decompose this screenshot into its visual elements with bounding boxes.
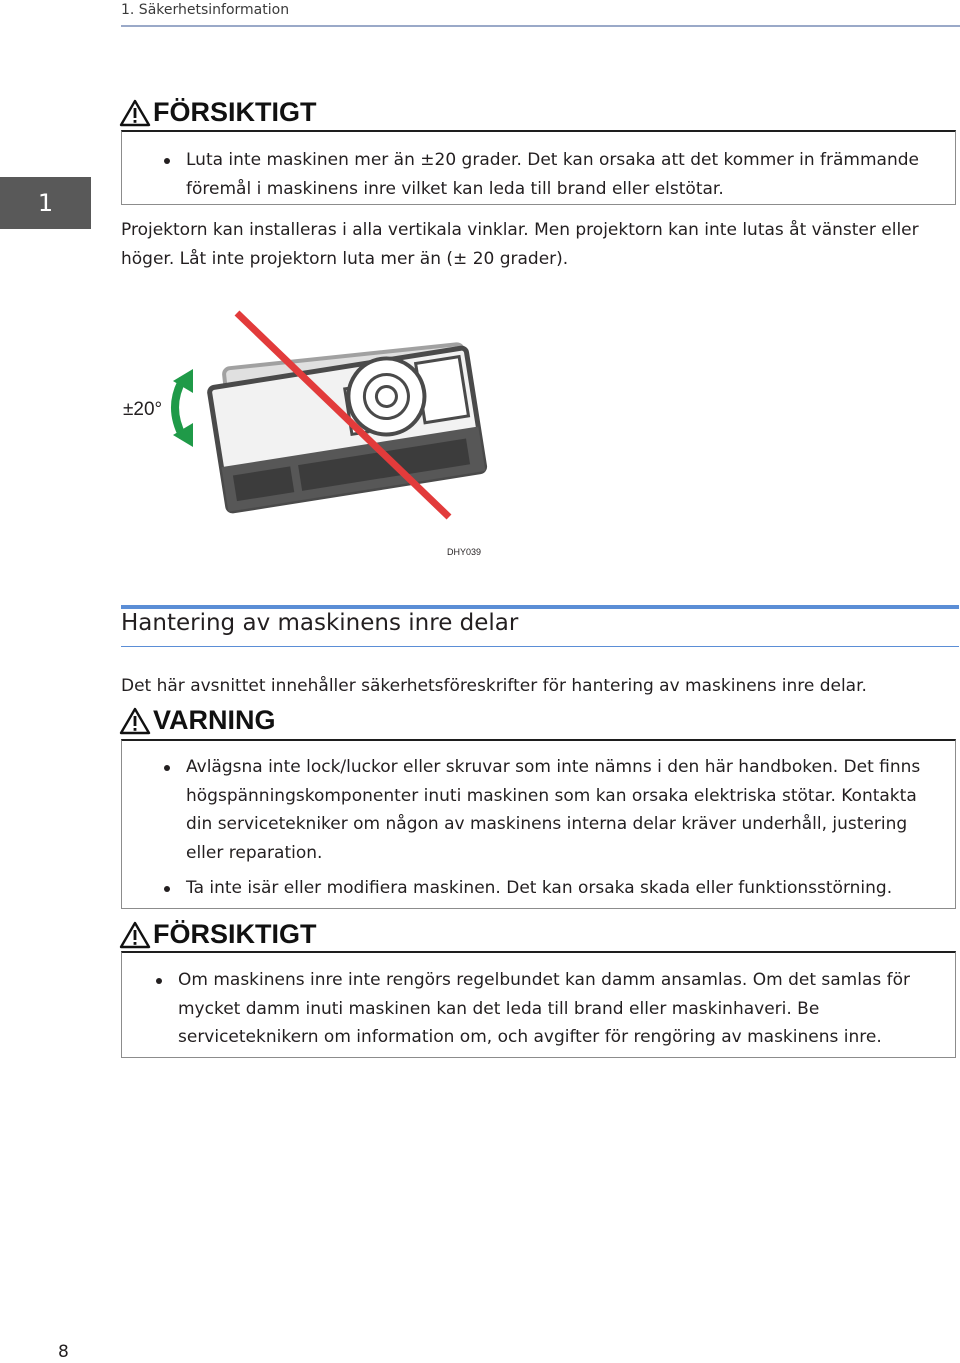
warning-item: Avlägsna inte lock/luckor eller skruvar som inte nämns i den här handboken. Det finns högspänningskomponenter inuti maskinen som kan orsaka elektriska stötar. Kontakta din servicetekniker om någon av maskinens interna delar kräver underhåll, justering eller reparation. [186,753,935,867]
warning-box [121,739,956,909]
caution-heading [119,97,317,128]
header-rule [121,25,960,27]
page-number: 8 [58,1342,69,1362]
chapter-tab: 1 [0,177,91,229]
caution-item: Om maskinens inre inte rengörs regelbundet kan damm ansamlas. Om det samlas för mycket damm inuti maskinen kan det leda till brand eller maskinhaveri. Be serviceteknikern om information om, och avgifter för rengöring av maskinens inre. [178,966,935,1052]
section-rule [121,605,959,609]
bullet [156,978,162,984]
bullet [164,765,170,771]
warning-item: Ta inte isär eller modifiera maskinen. Det kan orsaka skada eller funktionsstörning. [186,874,935,903]
running-header: 1. Säkerhetsinformation [121,2,290,18]
caution-title: FÖRSIKTIGT [153,97,317,127]
section-subrule [121,646,959,647]
warning-title: VARNING [153,705,276,735]
caution-heading [119,919,317,950]
warning-triangle-icon [119,921,151,949]
intro-paragraph: Projektorn kan installeras i alla vertikala vinklar. Men projektorn kan inte lutas åt vänster eller höger. Låt inte projektorn luta mer än (± 20 grader). [121,220,919,269]
warning-heading [119,705,276,736]
figure-code: DHY039 [447,547,482,557]
caution-box [121,130,956,205]
section-intro: Det här avsnittet innehåller säkerhetsföreskrifter för hantering av maskinens inre delar. [121,676,867,696]
bullet [164,886,170,892]
projector-illustration [209,344,486,512]
caution-item: Luta inte maskinen mer än ±20 grader. Det kan orsaka att det kommer in främmande föremål i maskinens inre vilket kan leda till brand eller elstötar. [186,146,935,203]
caution-box [121,951,956,1058]
warning-triangle-icon [119,707,151,735]
tilt-arrow-icon [173,369,193,447]
warning-triangle-icon [119,99,151,127]
bullet [164,158,170,164]
tilt-illustration [119,305,499,567]
section-title: Hantering av maskinens inre delar [121,610,519,636]
angle-label: ±20° [123,399,163,420]
caution-title: FÖRSIKTIGT [153,919,317,949]
